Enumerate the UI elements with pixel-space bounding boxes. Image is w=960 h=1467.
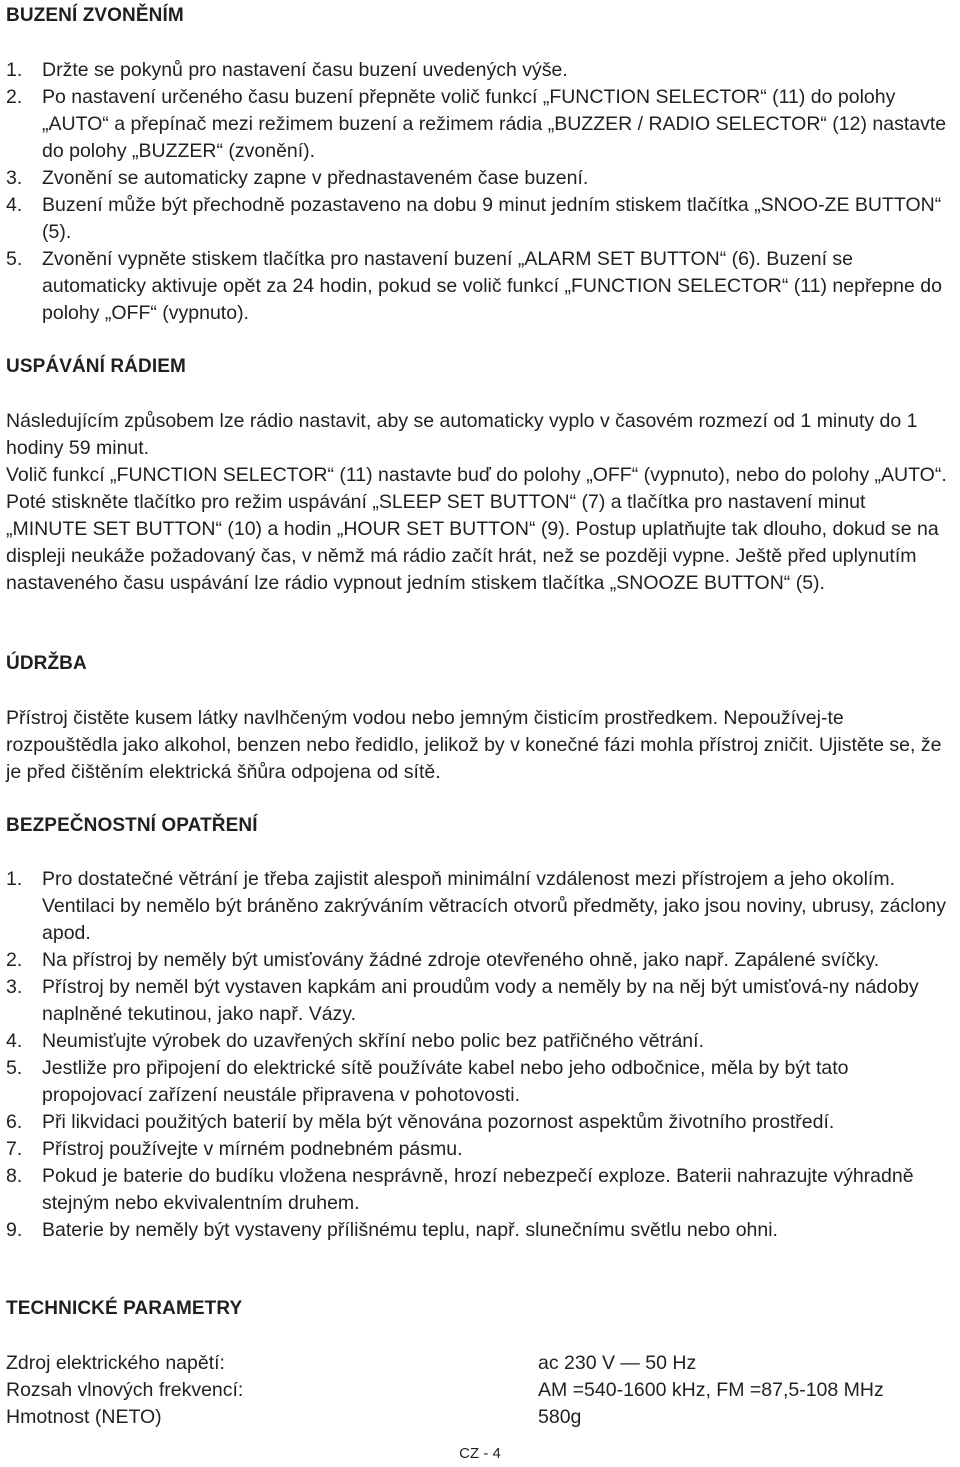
list-item: 6. Při likvidaci použitých baterií by měla být věnována pozornost aspektům životního prostředí.: [6, 1111, 835, 1133]
list-item: 4. Buzení může být přechodně pozastaveno na dobu 9 minut jedním stiskem tlačítka „SNOO-ZE BUTTON“ (5).: [6, 194, 942, 243]
maintenance-text-block: [6, 705, 952, 786]
page-number: CZ - 4: [459, 1445, 501, 1462]
heading-alarm: BUZENÍ ZVONĚNÍM: [6, 5, 184, 26]
safety-list: [6, 866, 952, 1244]
heading-maintenance: ÚDRŽBA: [6, 653, 87, 674]
sleep-paragraph-1: Následujícím způsobem lze rádio nastavit, aby se automaticky vyplo v časovém rozmezí od 1 minuty do 1 hodiny 59 minut.: [6, 410, 918, 459]
list-item: 3. Zvonění se automaticky zapne v přednastaveném čase buzení.: [6, 167, 589, 189]
list-item: 4. Neumisťujte výrobek do uzavřených skříní nebo polic bez patřičného větrání.: [6, 1030, 704, 1052]
alarm-steps-list: [6, 57, 952, 327]
spec-label: Hmotnost (NETO): [6, 1406, 162, 1428]
list-item: 2. Po nastavení určeného času buzení přepněte volič funkcí „FUNCTION SELECTOR“ (11) do polohy „AUTO“ a přepínač mezi režimem buzení a režimem rádia „BUZZER / RADIO SELECTOR“ (12) nastavte do polohy „BUZZER“ (zvonění).: [6, 86, 947, 162]
list-item: 3. Přístroj by neměl být vystaven kapkám ani proudům vody a neměly by na něj být umisťová-ny nádoby naplněné tekutinou, jako např. Vázy.: [6, 976, 919, 1025]
spec-row-voltage: [6, 1350, 952, 1377]
alarm-list-block: [6, 57, 952, 327]
list-item: 2. Na přístroj by neměly být umisťovány žádné zdroje otevřeného ohně, jako např. Zapálené svíčky.: [6, 949, 880, 971]
list-item: 1. Pro dostatečné větrání je třeba zajistit alespoň minimální vzdálenost mezi přístrojem a jeho okolím. Ventilaci by nemělo být bráněno zakrýváním větracích otvorů předměty, jako jsou noviny, ubrusy, záclony apod.: [6, 868, 946, 944]
list-item: 9. Baterie by neměly být vystaveny přílišnému teplu, např. slunečnímu světlu nebo ohni.: [6, 1219, 778, 1241]
maintenance-paragraph: Přístroj čistěte kusem látky navlhčeným vodou nebo jemným čisticím prostředkem. Nepoužívej-te rozpouštědla jako alkohol, benzen nebo ředidlo, jelikož by v konečné fázi mohla přístroj zničit. Ujistěte se, že je před čištěním elektrická šňůra odpojena od sítě.: [6, 707, 942, 783]
spec-value: ac 230 V — 50 Hz: [538, 1352, 697, 1374]
sleep-paragraph-2: Volič funkcí „FUNCTION SELECTOR“ (11) nastavte buď do polohy „OFF“ (vypnuto), nebo do polohy „AUTO“. Poté stiskněte tlačítko pro režim uspávání „SLEEP SET BUTTON“ (7) a tlačítka pro nastavení minut „MINUTE SET BUTTON“ (10) a hodin „HOUR SET BUTTON“ (9). Postup uplatňujte tak dlouho, dokud se na displeji neukáže požadovaný čas, v němž má rádio začít hrát, než se později vypne. Ještě před uplynutím nastaveného času uspávání lze rádio vypnout jedním stiskem tlačítka „SNOOZE BUTTON“ (5).: [6, 464, 947, 594]
spec-value: 580g: [538, 1406, 582, 1428]
list-item: 7. Přístroj používejte v mírném podnebném pásmu.: [6, 1138, 463, 1160]
heading-safety: BEZPEČNOSTNÍ OPATŘENÍ: [6, 815, 258, 836]
spec-value: AM =540-1600 kHz, FM =87,5-108 MHz: [538, 1379, 884, 1401]
spec-label: Zdroj elektrického napětí:: [6, 1352, 225, 1374]
list-item: 8. Pokud je baterie do budíku vložena nesprávně, hrozí nebezpečí exploze. Baterii nahrazujte výhradně stejným nebo ekvivalentním druhem.: [6, 1165, 914, 1214]
safety-list-block: [6, 866, 952, 1244]
list-item: 5. Jestliže pro připojení do elektrické sítě používáte kabel nebo jeho odbočnice, měla by být tato propojovací zařízení neustále připravena v pohotovosti.: [6, 1057, 849, 1106]
list-item: 5. Zvonění vypněte stiskem tlačítka pro nastavení buzení „ALARM SET BUTTON“ (6). Buzení se automaticky aktivuje opět za 24 hodin, pokud se volič funkcí „FUNCTION SELECTOR“ (11) nepřepne do polohy „OFF“ (vypnuto).: [6, 248, 942, 324]
list-item: 1. Držte se pokynů pro nastavení času buzení uvedených výše.: [6, 59, 568, 81]
spec-label: Rozsah vlnových frekvencí:: [6, 1379, 244, 1401]
tech-spec-table: [6, 1350, 952, 1431]
spec-row-frequency: [6, 1377, 952, 1404]
spec-row-weight: [6, 1404, 952, 1431]
heading-tech: TECHNICKÉ PARAMETRY: [6, 1298, 243, 1319]
heading-sleep: USPÁVÁNÍ RÁDIEM: [6, 356, 186, 377]
sleep-text-block: [6, 408, 952, 597]
